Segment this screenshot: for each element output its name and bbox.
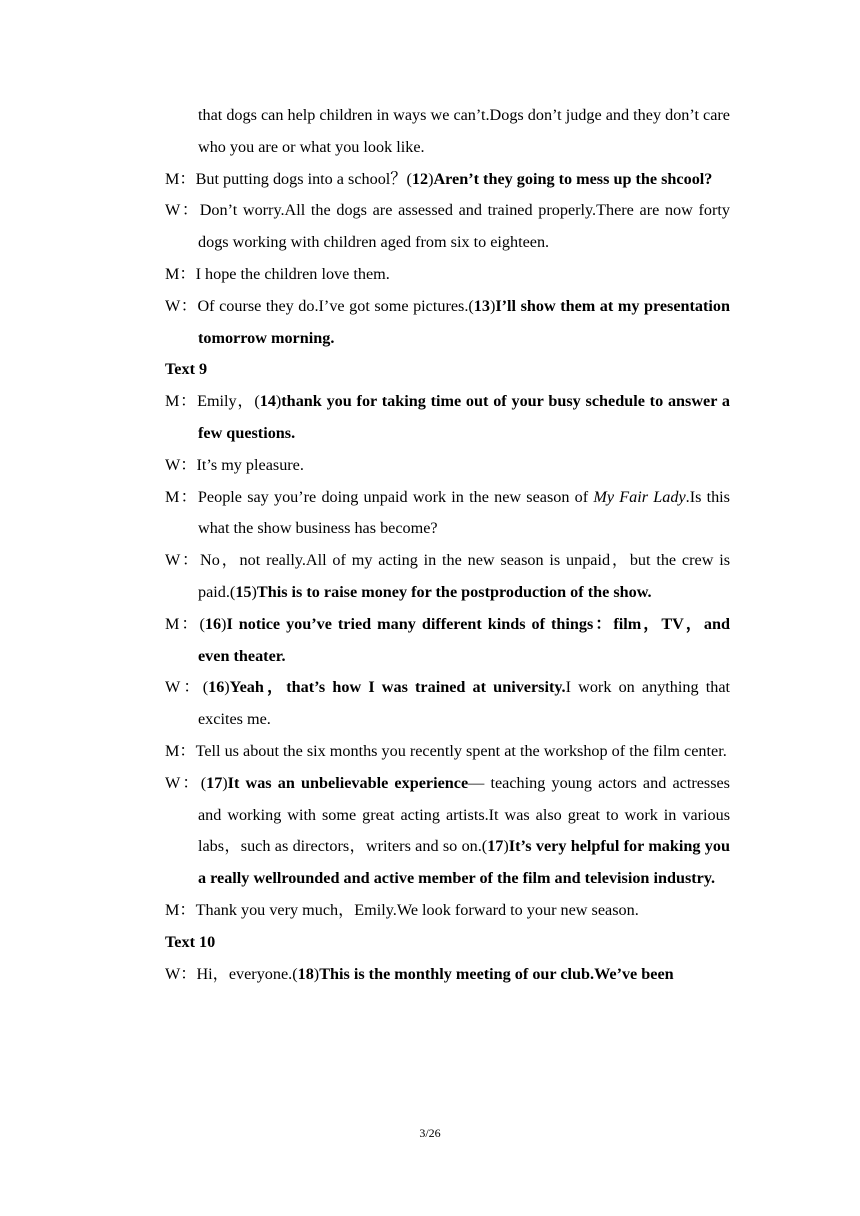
dialogue-line-m bbox=[165, 736, 730, 768]
dialogue-line-w bbox=[165, 545, 730, 609]
paragraph-text: that dogs can help children in ways we can’t.Dogs don’t judge and they don’t care who you are or what you look like. bbox=[198, 106, 730, 156]
dialogue-line-w bbox=[165, 672, 730, 736]
question-number: 16 bbox=[204, 614, 222, 633]
speaker-label: W： bbox=[165, 296, 198, 315]
question-number: 13 bbox=[473, 296, 490, 315]
speaker-label: M： bbox=[165, 614, 200, 633]
speaker-label: W： bbox=[165, 551, 201, 570]
dialogue-line-m bbox=[165, 259, 730, 291]
question-number: 18 bbox=[297, 964, 314, 983]
speaker-label: W： bbox=[165, 964, 197, 983]
question-number: 17 bbox=[487, 837, 504, 856]
speaker-label: W： bbox=[165, 201, 200, 220]
speaker-label: W： bbox=[165, 455, 197, 474]
answer-highlight: It was an unbelievable experience bbox=[227, 773, 469, 792]
dialogue-line-w bbox=[165, 291, 730, 355]
dialogue-line-w bbox=[165, 768, 730, 895]
dialogue-text: No，not really.All of my acting in the new season is unpaid，but the crew is paid.( bbox=[198, 551, 730, 601]
section-heading: Text 9 bbox=[165, 360, 208, 379]
dialogue-line-w bbox=[165, 450, 730, 482]
dialogue-text: ) bbox=[224, 678, 230, 697]
speaker-label: M： bbox=[165, 900, 196, 919]
question-number: 15 bbox=[235, 582, 252, 601]
dialogue-line-m bbox=[165, 164, 730, 196]
dialogue-line-w bbox=[165, 959, 730, 991]
dialogue-text: ( bbox=[202, 678, 209, 697]
dialogue-text: Thank you very much，Emily.We look forward to your new season. bbox=[195, 900, 639, 919]
question-number: 12 bbox=[411, 169, 429, 188]
answer-highlight: Yeah，that’s how I was trained at university. bbox=[229, 678, 566, 697]
dialogue-text: Emily，( bbox=[197, 392, 260, 411]
dialogue-text: ) bbox=[251, 582, 257, 601]
page-number: 3/26 bbox=[419, 1126, 441, 1140]
dialogue-text: Don’t worry.All the dogs are assessed and trained properly.There are now forty dogs working with children aged from six to eighteen. bbox=[198, 201, 730, 252]
section-heading: Text 10 bbox=[165, 932, 216, 951]
dialogue-text: I work on anything that excites me. bbox=[198, 678, 730, 729]
dialogue-text: ) bbox=[489, 296, 496, 315]
dialogue-text: ) bbox=[221, 614, 227, 633]
speaker-label: M： bbox=[165, 169, 196, 188]
document-body bbox=[165, 100, 730, 990]
paragraph-continuation bbox=[165, 100, 730, 164]
dialogue-text: It’s my pleasure. bbox=[196, 455, 304, 474]
answer-highlight: Aren’t they going to mess up the shcool? bbox=[433, 169, 713, 188]
answer-highlight: I’ll show them at my presentation tomorrow morning. bbox=[198, 296, 730, 347]
answer-highlight: I notice you’ve tried many different kinds of things：film，TV，and even theater. bbox=[198, 614, 730, 665]
dialogue-text: ) bbox=[222, 773, 228, 792]
dialogue-text: — teaching young actors and actresses and working with some great acting artists.It was also great to work in various labs，such as directors，writers and so on.( bbox=[198, 773, 730, 856]
dialogue-text: ) bbox=[275, 392, 282, 411]
dialogue-line-w bbox=[165, 195, 730, 259]
dialogue-text: I hope the children love them. bbox=[195, 264, 390, 283]
dialogue-text: Of course they do.I’ve got some pictures.( bbox=[197, 296, 474, 315]
dialogue-text: But putting dogs into a school？( bbox=[195, 169, 412, 188]
dialogue-line-m bbox=[165, 386, 730, 450]
speaker-label: W： bbox=[165, 678, 203, 697]
dialogue-text: People say you’re doing unpaid work in the new season of bbox=[197, 487, 594, 506]
question-number: 17 bbox=[206, 773, 223, 792]
dialogue-text: ) bbox=[503, 837, 509, 856]
question-number: 14 bbox=[259, 392, 276, 411]
answer-highlight: This is to raise money for the postproduction of the show. bbox=[256, 582, 652, 601]
dialogue-text: ) bbox=[428, 169, 434, 188]
answer-highlight: It’s very helpful for making you a really wellrounded and active member of the film and television industry. bbox=[198, 837, 730, 888]
answer-highlight: thank you for taking time out of your busy schedule to answer a few questions. bbox=[198, 392, 731, 442]
speaker-label: M： bbox=[165, 264, 196, 283]
speaker-label: W： bbox=[165, 773, 201, 792]
question-number: 16 bbox=[208, 678, 225, 697]
speaker-label: M： bbox=[165, 741, 196, 760]
show-title: My Fair Lady bbox=[593, 487, 686, 506]
speaker-label: M： bbox=[165, 392, 198, 411]
answer-highlight: This is the monthly meeting of our club.We’ve been bbox=[319, 964, 674, 983]
dialogue-text: Hi，everyone.( bbox=[196, 964, 298, 983]
dialogue-text: .Is this what the show business has become? bbox=[198, 487, 730, 538]
dialogue-line-m bbox=[165, 895, 730, 927]
dialogue-text: ( bbox=[200, 773, 207, 792]
dialogue-text: ) bbox=[313, 964, 320, 983]
dialogue-text: ( bbox=[199, 614, 205, 633]
dialogue-line-m bbox=[165, 482, 730, 546]
speaker-label: M： bbox=[165, 487, 198, 506]
dialogue-text: Tell us about the six months you recently spent at the workshop of the film center. bbox=[195, 741, 727, 760]
dialogue-line-m bbox=[165, 609, 730, 673]
